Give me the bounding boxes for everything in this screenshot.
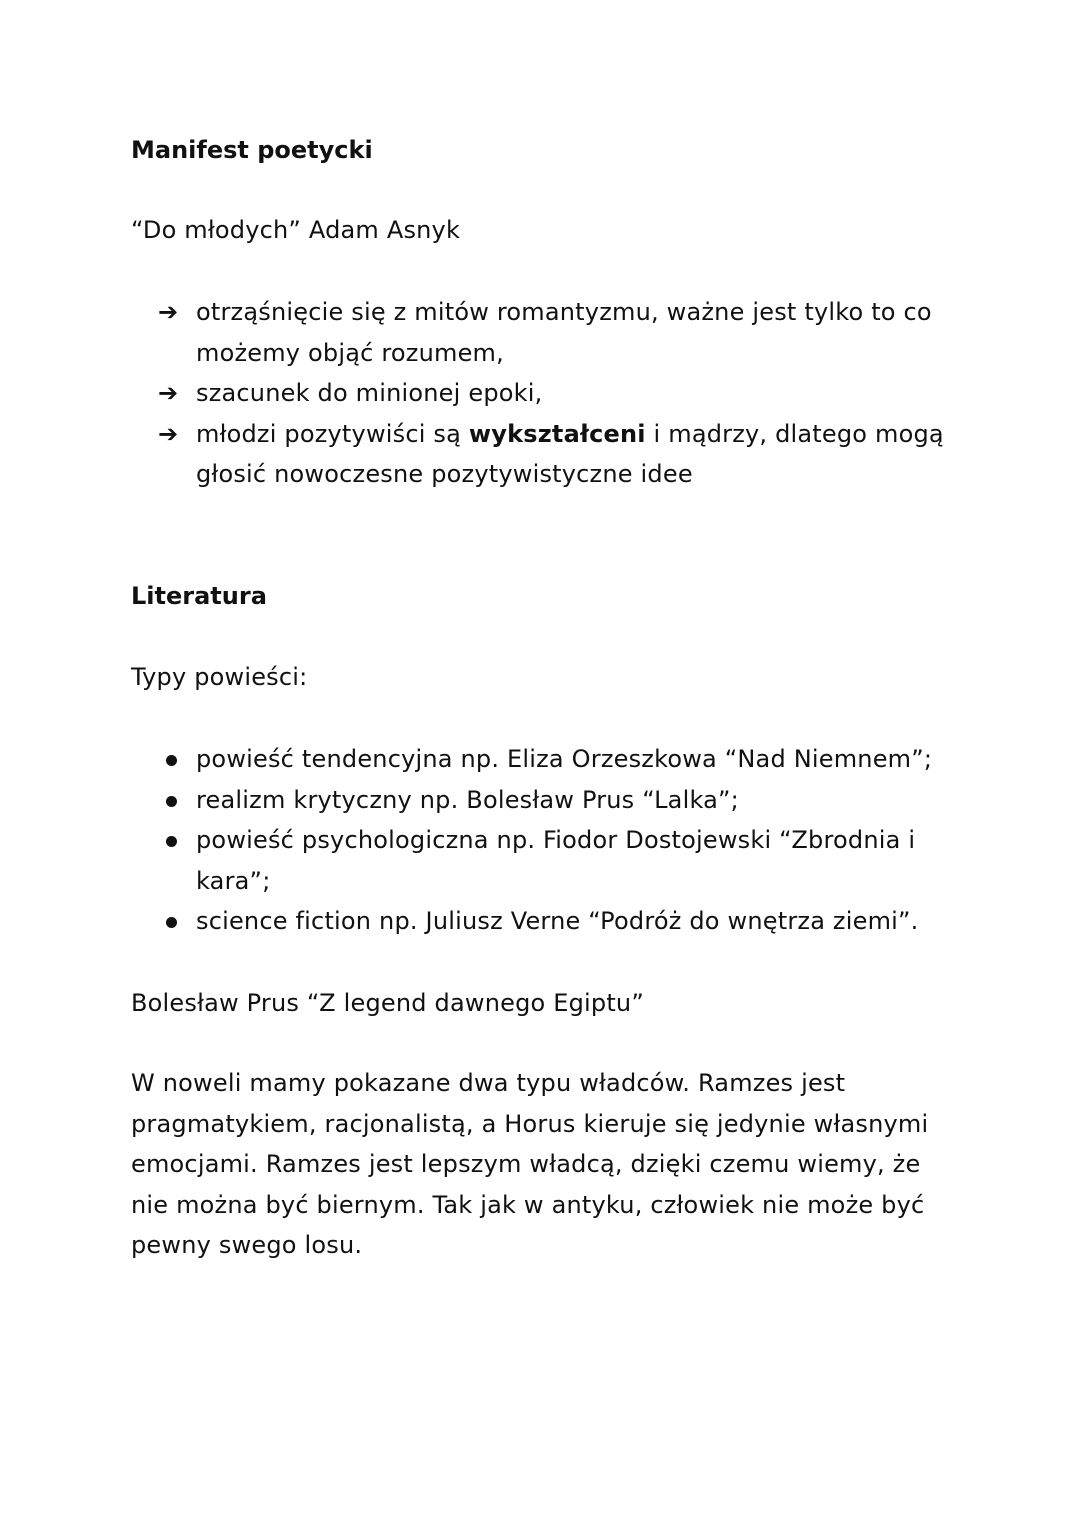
bullet-icon	[166, 755, 177, 766]
bullet-icon	[166, 917, 177, 928]
arrow-item-text: otrząśnięcie się z mitów romantyzmu, ważne jest tylko to co możemy objąć rozumem,	[196, 298, 932, 367]
bullet-icon	[166, 836, 177, 847]
poem-title: “Do młodych” Adam Asnyk	[131, 216, 461, 244]
story-title: Bolesław Prus “Z legend dawnego Egiptu”	[131, 989, 644, 1017]
subheading-types: Typy powieści:	[131, 663, 308, 691]
bullet-icon	[166, 796, 177, 807]
arrow-icon: ➔	[158, 419, 179, 448]
arrow-icon: ➔	[158, 298, 179, 326]
arrow-item-text-before: młodzi pozytywiści są	[196, 419, 469, 448]
bullet-item-text: powieść psychologiczna np. Fiodor Dostojewski “Zbrodnia i kara”;	[196, 826, 916, 895]
arrow-list	[158, 292, 958, 495]
bullet-list-item	[158, 820, 958, 901]
bullet-item-text: powieść tendencyjna np. Eliza Orzeszkowa “Nad Niemnem”;	[196, 745, 933, 773]
bullet-list-item	[158, 901, 958, 942]
arrow-list-item	[158, 292, 958, 373]
bold-keyword: wykształceni	[468, 419, 646, 448]
bullet-list-item	[158, 739, 958, 780]
bullet-list	[158, 739, 958, 942]
bullet-item-text: realizm krytyczny np. Bolesław Prus “Lalka”;	[196, 785, 739, 814]
arrow-list-item	[158, 414, 958, 495]
heading-literatura: Literatura	[131, 582, 267, 610]
bullet-list-item	[158, 780, 958, 821]
arrow-item-text-after: i mądrzy, dlatego mogą głosić nowoczesne pozytywistyczne idee	[196, 419, 944, 488]
arrow-list-item	[158, 373, 958, 414]
bullet-item-text: science fiction np. Juliusz Verne “Podróż do wnętrza ziemi”.	[196, 907, 919, 935]
heading-manifest: Manifest poetycki	[131, 136, 373, 164]
story-paragraph: W noweli mamy pokazane dwa typu władców. Ramzes jest pragmatykiem, racjonalistą, a Horus kieruje się jedynie własnymi emocjami. Ramzes jest lepszym władcą, dzięki czemu wiemy, że nie można być biernym. Tak jak w antyku, człowiek nie może być pewny swego losu.	[131, 1069, 929, 1259]
arrow-icon: ➔	[158, 379, 179, 407]
arrow-item-text: szacunek do minionej epoki,	[196, 379, 543, 407]
